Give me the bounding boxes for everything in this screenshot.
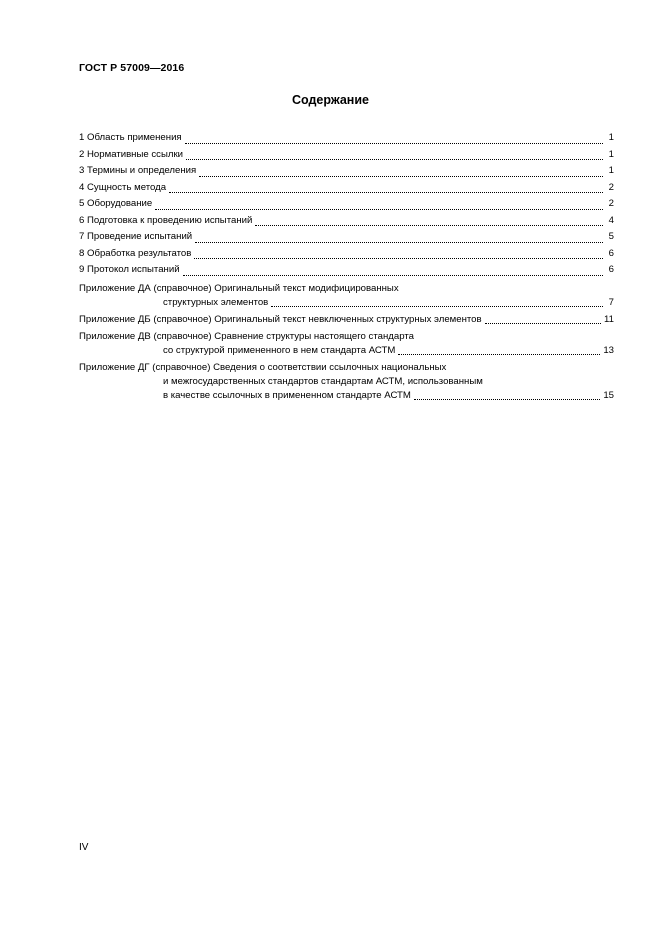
- toc-title: Содержание: [291, 93, 369, 107]
- toc-appendix-label-continued: со структурой примененного в нем стандарта АСТМ: [163, 344, 396, 356]
- toc-entry-page: 2: [608, 198, 614, 209]
- toc-appendix-label-continued: и межгосударственных стандартов стандартам АСТМ, использованным: [163, 375, 483, 387]
- toc-entry-page: 7: [608, 296, 614, 308]
- toc-appendix-label-continued: структурных элементов: [163, 296, 269, 308]
- toc-entry[interactable]: [79, 196, 614, 213]
- toc-appendix-entry[interactable]: [79, 330, 614, 358]
- toc-entry-page: 2: [608, 181, 614, 193]
- toc-entry[interactable]: [79, 147, 614, 164]
- toc-entry[interactable]: [79, 130, 614, 147]
- dot-leader: [195, 232, 603, 243]
- toc-entry-page: 13: [603, 344, 614, 356]
- dot-leader: [194, 248, 603, 259]
- toc-entry-label: 8 Обработка результатов: [79, 247, 192, 259]
- dot-leader: [398, 344, 600, 355]
- toc-entry[interactable]: [79, 246, 614, 263]
- dot-leader: [169, 182, 603, 193]
- toc-entry-page: 6: [608, 264, 614, 275]
- toc-entry-page: 1: [608, 148, 614, 160]
- dot-leader: [185, 133, 603, 144]
- dot-leader: [271, 296, 603, 307]
- toc-entry-label: 7 Проведение испытаний: [79, 231, 193, 242]
- toc-entry-page: 11: [604, 313, 614, 325]
- dot-leader: [255, 215, 603, 226]
- table-of-contents: [79, 130, 614, 403]
- toc-entry-label: 1 Область применения: [79, 132, 182, 143]
- toc-entry-label: 9 Протокол испытаний: [79, 264, 180, 275]
- toc-entry[interactable]: [79, 180, 614, 197]
- toc-entry-page: 1: [608, 132, 614, 143]
- dot-leader: [155, 199, 603, 210]
- toc-appendix-label: Приложение ДВ (справочное) Сравнение структуры настоящего стандарта: [79, 330, 414, 342]
- toc-appendix-entry[interactable]: [79, 282, 614, 310]
- toc-entry-label: 2 Нормативные ссылки: [79, 148, 184, 160]
- toc-appendix-label-continued: в качестве ссылочных в примененном стандарте АСТМ: [163, 389, 411, 401]
- toc-entry[interactable]: [79, 213, 614, 230]
- toc-entry[interactable]: [79, 262, 614, 279]
- dot-leader: [485, 313, 601, 324]
- toc-entry-page: 6: [608, 247, 614, 259]
- toc-entry-page: 5: [608, 231, 614, 242]
- document-header-code: ГОСТ Р 57009—2016: [79, 62, 185, 74]
- toc-entry[interactable]: [79, 163, 614, 180]
- dot-leader: [414, 389, 600, 400]
- toc-appendix-label: Приложение ДБ (справочное) Оригинальный текст невключенных структурных элементов: [79, 313, 482, 325]
- toc-entry-label: 6 Подготовка к проведению испытаний: [79, 214, 253, 226]
- toc-entry-label: 4 Сущность метода: [79, 181, 167, 193]
- toc-entry-page: 1: [608, 165, 614, 176]
- toc-entry-page: 15: [603, 389, 614, 401]
- toc-entry-label: 3 Термины и определения: [79, 165, 197, 176]
- toc-appendix-entry[interactable]: [79, 313, 614, 327]
- toc-appendix-label: Приложение ДА (справочное) Оригинальный текст модифицированных: [79, 282, 399, 294]
- toc-appendix-entry[interactable]: [79, 361, 614, 403]
- dot-leader: [199, 166, 603, 177]
- toc-entry[interactable]: [79, 229, 614, 246]
- toc-entry-label: 5 Оборудование: [79, 198, 153, 209]
- dot-leader: [186, 149, 603, 160]
- toc-appendix-label: Приложение ДГ (справочное) Сведения о соответствии ссылочных национальных: [79, 361, 447, 373]
- dot-leader: [183, 265, 603, 276]
- page-number: IV: [79, 842, 89, 853]
- toc-entry-page: 4: [608, 214, 614, 226]
